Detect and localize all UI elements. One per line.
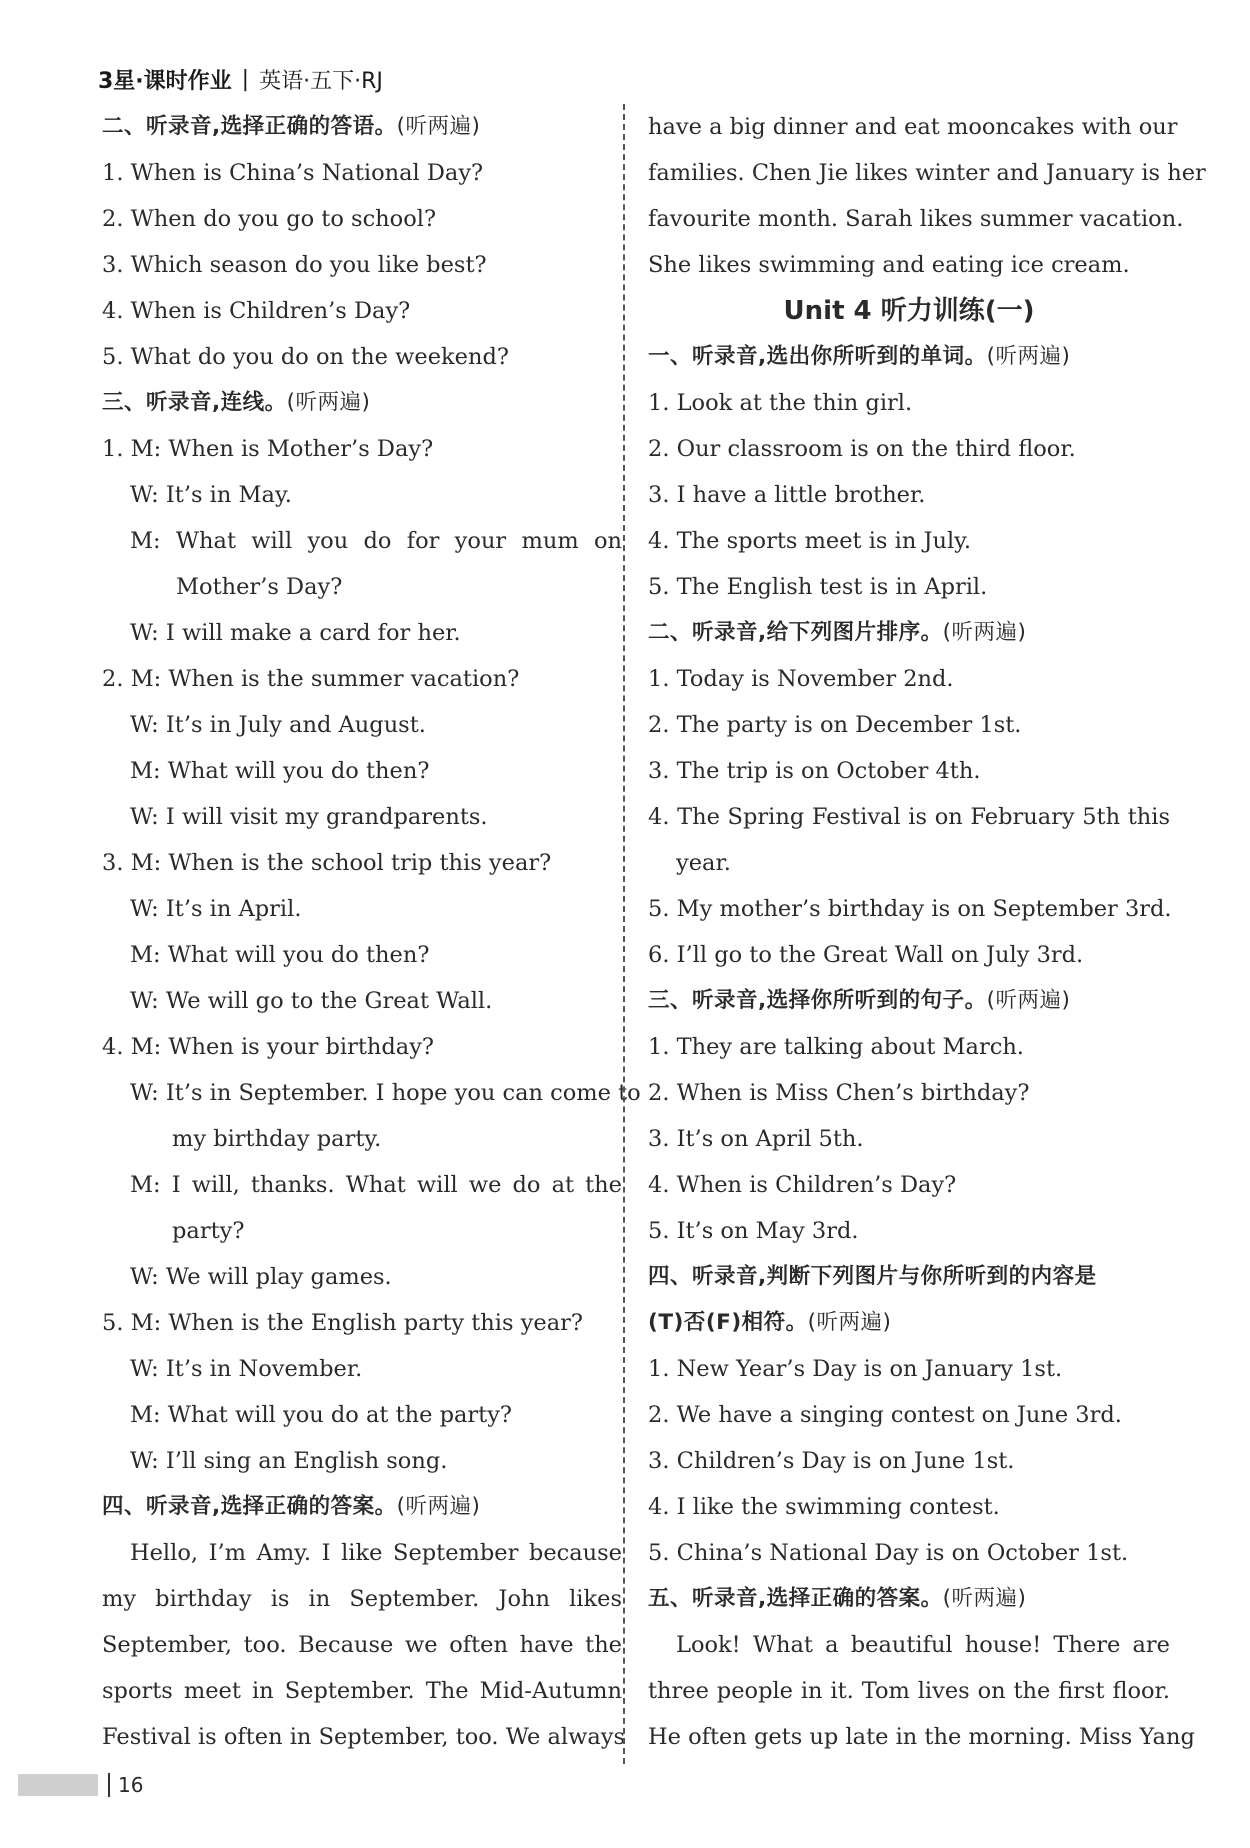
- text-line: [102, 656, 622, 702]
- line-text: M: I will, thanks. What will we do at the: [130, 1172, 622, 1198]
- text-line: [648, 932, 1170, 978]
- text-line: [102, 1576, 622, 1622]
- line-text: 三、听录音,选择你所听到的句子。: [648, 988, 987, 1013]
- text-line: [102, 472, 622, 518]
- text-line: [102, 1392, 622, 1438]
- text-line: [648, 1346, 1170, 1392]
- line-text: 二、听录音,选择正确的答语。: [102, 114, 397, 139]
- line-text: 五、听录音,选择正确的答案。: [648, 1586, 943, 1611]
- line-text: 1. Today is November 2nd.: [648, 666, 954, 692]
- listen-twice-note: (听两遍): [396, 114, 481, 139]
- text-line: [102, 196, 622, 242]
- text-line: [102, 1116, 622, 1162]
- text-line: [648, 1208, 1170, 1254]
- line-text: party?: [172, 1218, 245, 1244]
- footer-bar: [18, 1774, 98, 1796]
- line-text: He often gets up late in the morning. Miss Yang: [648, 1724, 1195, 1750]
- line-text: 4. The Spring Festival is on February 5th this: [648, 804, 1170, 830]
- text-line: [102, 564, 622, 610]
- line-text: favourite month. Sarah likes summer vacation.: [648, 206, 1184, 232]
- line-text: W: I’ll sing an English song.: [130, 1448, 448, 1474]
- text-line: [648, 656, 1170, 702]
- line-text: 3. Which season do you like best?: [102, 252, 487, 278]
- text-line: [648, 886, 1170, 932]
- unit-title: [648, 288, 1170, 334]
- line-text: families. Chen Jie likes winter and January is her: [648, 160, 1206, 186]
- line-text: 2. Our classroom is on the third floor.: [648, 436, 1076, 462]
- text-line: [648, 1162, 1170, 1208]
- line-text: 2. The party is on December 1st.: [648, 712, 1022, 738]
- line-text: 5. The English test is in April.: [648, 574, 988, 600]
- listen-twice-note: (听两遍): [807, 1310, 892, 1335]
- text-line: [648, 1116, 1170, 1162]
- text-line: [102, 150, 622, 196]
- text-line: [648, 426, 1170, 472]
- text-line: [102, 334, 622, 380]
- line-text: 2. When is Miss Chen’s birthday?: [648, 1080, 1030, 1106]
- line-text: (T)否(F)相符。: [648, 1310, 808, 1335]
- line-text: my birthday party.: [172, 1126, 382, 1152]
- text-line: [102, 840, 622, 886]
- line-text: 3. M: When is the school trip this year?: [102, 850, 552, 876]
- text-line: [102, 1438, 622, 1484]
- line-text: 1. Look at the thin girl.: [648, 390, 913, 416]
- book-brand: 3星·课时作业: [98, 68, 232, 94]
- text-line: [648, 702, 1170, 748]
- section-heading: [648, 1576, 1170, 1622]
- text-line: [648, 1714, 1195, 1760]
- line-text: W: It’s in July and August.: [130, 712, 426, 738]
- line-text: 一、听录音,选出你所听到的单词。: [648, 344, 987, 369]
- line-text: 5. It’s on May 3rd.: [648, 1218, 859, 1244]
- text-line: [102, 1530, 622, 1576]
- line-text: 1. M: When is Mother’s Day?: [102, 436, 434, 462]
- line-text: September, too. Because we often have the: [102, 1632, 622, 1658]
- line-text: 4. When is Children’s Day?: [102, 298, 411, 324]
- page-header: [98, 62, 383, 96]
- listen-twice-note: (听两遍): [986, 344, 1071, 369]
- text-line: [102, 1024, 622, 1070]
- text-line: [648, 196, 1184, 242]
- line-text: 3. I have a little brother.: [648, 482, 926, 508]
- line-text: 1. When is China’s National Day?: [102, 160, 484, 186]
- text-line: [102, 288, 622, 334]
- section-heading: [102, 380, 622, 426]
- line-text: W: It’s in April.: [130, 896, 302, 922]
- line-text: three people in it. Tom lives on the first floor.: [648, 1678, 1170, 1704]
- section-heading: [648, 610, 1170, 656]
- line-text: W: I will visit my grandparents.: [130, 804, 488, 830]
- line-text: 5. My mother’s birthday is on September 3rd.: [648, 896, 1172, 922]
- text-line: [648, 1668, 1170, 1714]
- page-number: 16: [108, 1773, 143, 1797]
- line-text: 5. China’s National Day is on October 1st.: [648, 1540, 1129, 1566]
- text-line: [648, 840, 1170, 886]
- line-text: 4. When is Children’s Day?: [648, 1172, 957, 1198]
- line-text: year.: [676, 850, 731, 876]
- line-text: Mother’s Day?: [176, 574, 343, 600]
- section-heading: [648, 1300, 1170, 1346]
- text-line: [102, 242, 622, 288]
- line-text: W: We will play games.: [130, 1264, 392, 1290]
- line-text: W: It’s in November.: [130, 1356, 363, 1382]
- page-footer: [18, 1768, 143, 1802]
- line-text: 3. It’s on April 5th.: [648, 1126, 864, 1152]
- line-text: 四、听录音,选择正确的答案。: [102, 1494, 397, 1519]
- line-text: 3. The trip is on October 4th.: [648, 758, 981, 784]
- listen-twice-note: (听两遍): [986, 988, 1071, 1013]
- text-line: [648, 1622, 1170, 1668]
- line-text: 2. When do you go to school?: [102, 206, 437, 232]
- text-line: [648, 104, 1178, 150]
- text-line: [648, 1530, 1170, 1576]
- text-line: [102, 1714, 626, 1760]
- line-text: 2. We have a singing contest on June 3rd.: [648, 1402, 1122, 1428]
- line-text: 1. They are talking about March.: [648, 1034, 1024, 1060]
- line-text: Festival is often in September, too. We always: [102, 1724, 626, 1750]
- text-line: [102, 1254, 622, 1300]
- text-line: [648, 242, 1170, 288]
- line-text: 5. M: When is the English party this year?: [102, 1310, 583, 1336]
- text-line: [648, 564, 1170, 610]
- line-text: 1. New Year’s Day is on January 1st.: [648, 1356, 1063, 1382]
- text-line: [648, 1484, 1170, 1530]
- text-line: [648, 1070, 1170, 1116]
- line-text: She likes swimming and eating ice cream.: [648, 252, 1130, 278]
- line-text: Hello, I’m Amy. I like September because: [130, 1540, 622, 1566]
- right-column: [648, 104, 1206, 1760]
- text-line: [102, 1070, 641, 1116]
- text-line: [102, 748, 622, 794]
- text-line: [102, 886, 622, 932]
- text-line: [648, 1438, 1170, 1484]
- listen-twice-note: (听两遍): [396, 1494, 481, 1519]
- section-heading: [102, 1484, 622, 1530]
- line-text: M: What will you do then?: [130, 942, 430, 968]
- listen-twice-note: (听两遍): [286, 390, 371, 415]
- left-column: [102, 104, 641, 1760]
- text-line: [102, 1346, 622, 1392]
- line-text: W: I will make a card for her.: [130, 620, 461, 646]
- text-line: [648, 150, 1206, 196]
- line-text: M: What will you do for your mum on: [130, 528, 622, 554]
- text-line: [102, 426, 622, 472]
- text-line: [102, 794, 622, 840]
- text-line: [102, 1208, 622, 1254]
- column-divider: [623, 104, 625, 1764]
- line-text: sports meet in September. The Mid-Autumn: [102, 1678, 622, 1704]
- text-line: [102, 1668, 622, 1714]
- line-text: have a big dinner and eat mooncakes with our: [648, 114, 1178, 140]
- text-line: [102, 932, 622, 978]
- book-subject: 英语·五下·RJ: [259, 68, 383, 94]
- line-text: M: What will you do at the party?: [130, 1402, 512, 1428]
- line-text: 4. I like the swimming contest.: [648, 1494, 1000, 1520]
- section-heading: [648, 334, 1170, 380]
- line-text: Look! What a beautiful house! There are: [676, 1632, 1170, 1658]
- line-text: W: It’s in September. I hope you can come to: [130, 1080, 641, 1106]
- line-text: 3. Children’s Day is on June 1st.: [648, 1448, 1015, 1474]
- text-line: [102, 978, 622, 1024]
- line-text: 四、听录音,判断下列图片与你所听到的内容是: [648, 1264, 1097, 1289]
- line-text: W: We will go to the Great Wall.: [130, 988, 493, 1014]
- text-line: [102, 518, 622, 564]
- line-text: 5. What do you do on the weekend?: [102, 344, 509, 370]
- line-text: 4. M: When is your birthday?: [102, 1034, 434, 1060]
- line-text: 2. M: When is the summer vacation?: [102, 666, 520, 692]
- line-text: my birthday is in September. John likes: [102, 1586, 622, 1612]
- text-line: [648, 748, 1170, 794]
- line-text: M: What will you do then?: [130, 758, 430, 784]
- text-line: [102, 610, 622, 656]
- text-line: [102, 1300, 622, 1346]
- text-line: [102, 1622, 622, 1668]
- line-text: 二、听录音,给下列图片排序。: [648, 620, 943, 645]
- section-heading: [648, 1254, 1170, 1300]
- line-text: Unit 4 听力训练(一): [783, 296, 1035, 326]
- text-line: [648, 794, 1170, 840]
- text-line: [648, 1024, 1170, 1070]
- text-line: [648, 380, 1170, 426]
- header-separator: |: [241, 66, 250, 92]
- listen-twice-note: (听两遍): [942, 620, 1027, 645]
- line-text: 4. The sports meet is in July.: [648, 528, 972, 554]
- line-text: W: It’s in May.: [130, 482, 292, 508]
- section-heading: [102, 104, 622, 150]
- text-line: [648, 472, 1170, 518]
- line-text: 6. I’ll go to the Great Wall on July 3rd.: [648, 942, 1084, 968]
- text-line: [102, 1162, 622, 1208]
- listen-twice-note: (听两遍): [942, 1586, 1027, 1611]
- line-text: 三、听录音,连线。: [102, 390, 287, 415]
- text-line: [102, 702, 622, 748]
- text-line: [648, 518, 1170, 564]
- section-heading: [648, 978, 1170, 1024]
- text-line: [648, 1392, 1170, 1438]
